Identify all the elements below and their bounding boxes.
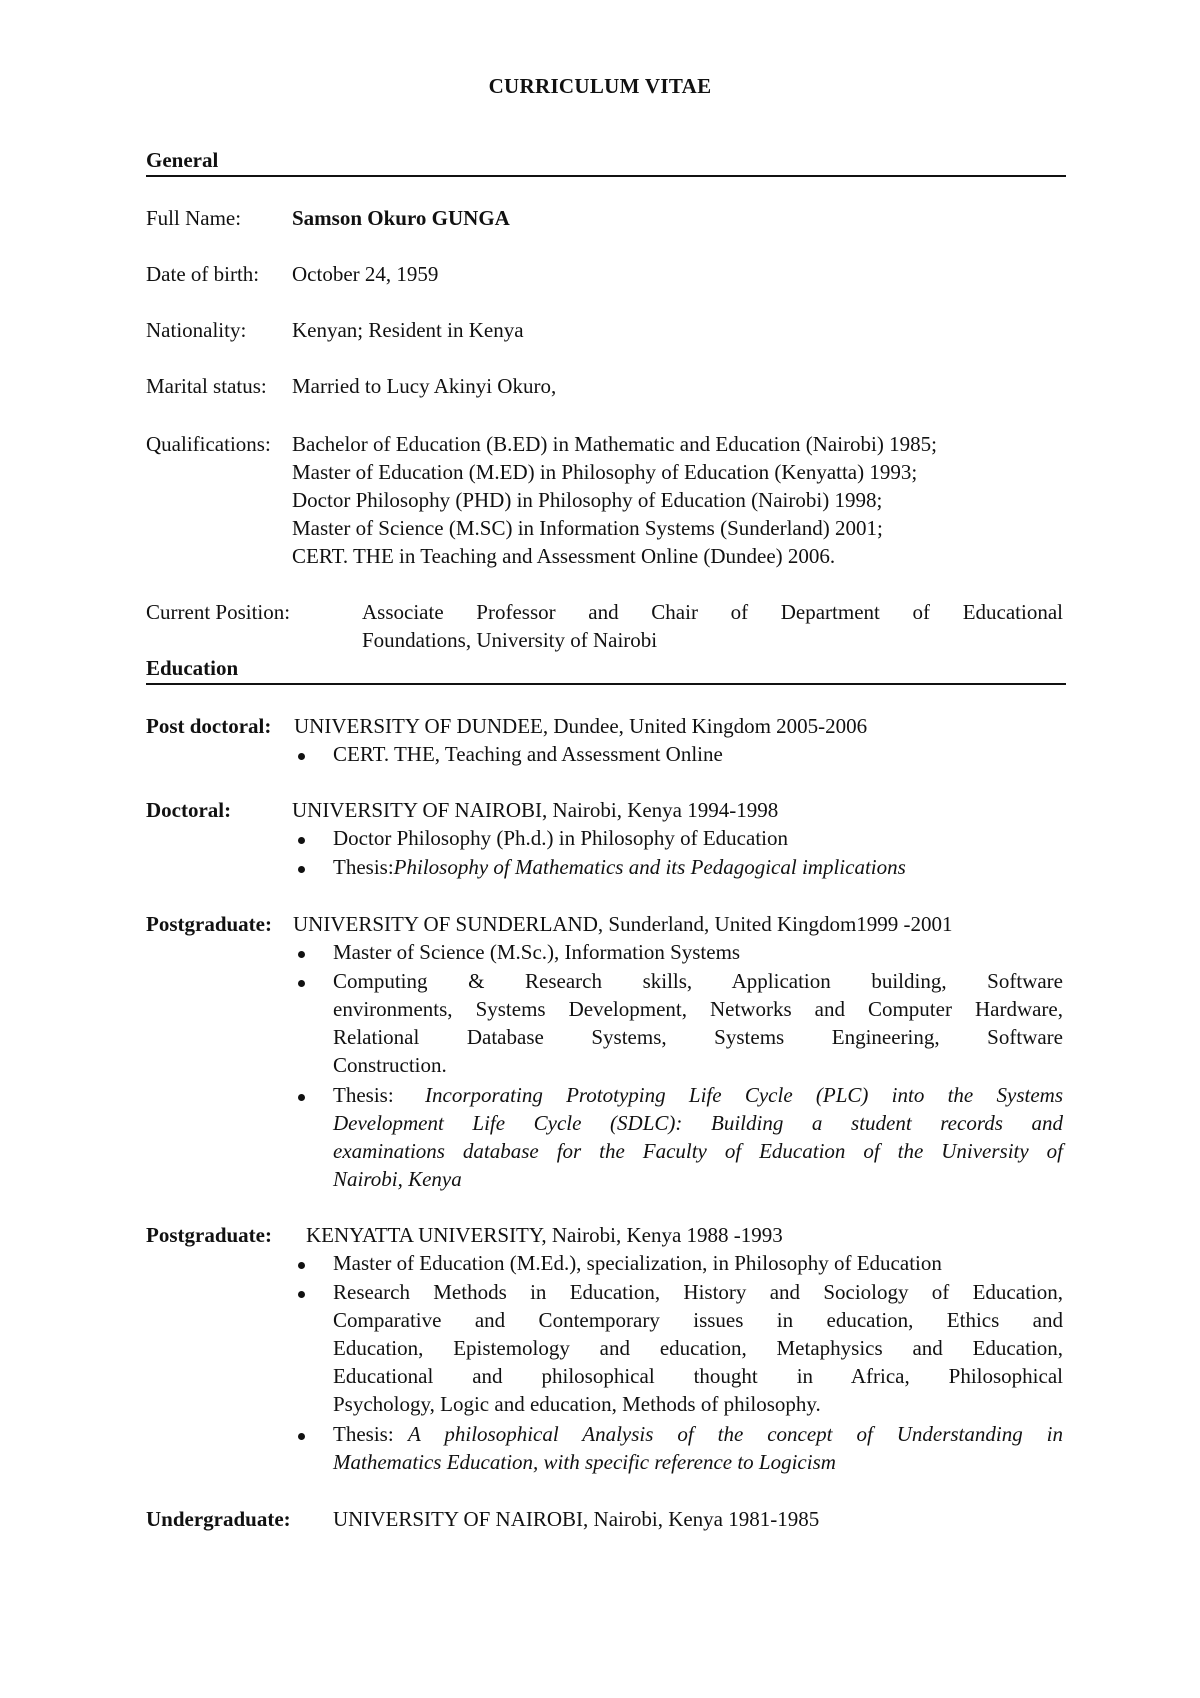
pg-kenyatta-thesis-line: Mathematics Education, with specific reference to Logicism [333,1450,836,1474]
nationality-value: Kenyan; Resident in Kenya [292,318,524,342]
position-value-line: Foundations, University of Nairobi [362,628,658,652]
pg-sunderland-skills-line: Relational Database Systems, Systems Engineering, Software [333,1025,1063,1049]
postdoc-institution: UNIVERSITY OF DUNDEE, Dundee, United Kingdom 2005-2006 [294,714,868,738]
bullet-icon [298,753,305,760]
pg-kenyatta-courses-line: Research Methods in Education, History and Sociology of Education, [333,1280,1063,1304]
undergrad-label: Undergraduate: [146,1507,291,1531]
pg-kenyatta-courses-line: Comparative and Contemporary issues in education, Ethics and [333,1308,1063,1332]
bullet-icon [298,1291,305,1298]
marital-value: Married to Lucy Akinyi Okuro, [292,374,557,398]
pg-sunderland-label: Postgraduate: [146,912,272,936]
bullet-icon [298,980,305,987]
pg-sunderland-skills-line: environments, Systems Development, Networks and Computer Hardware, [333,997,1063,1021]
bullet-icon [298,1094,305,1101]
nationality-label: Nationality: [146,318,247,342]
pg-kenyatta-courses-line: Educational and philosophical thought in Africa, Philosophical [333,1364,1063,1388]
pg-sunderland-thesis-line: examinations database for the Faculty of Education of the University of [333,1139,1063,1163]
thesis-title: Philosophy of Mathematics and its Pedagogical implications [393,855,906,879]
postdoc-item: CERT. THE, Teaching and Assessment Online [333,742,723,766]
qualification-item: Master of Education (M.ED) in Philosophy of Education (Kenyatta) 1993; [292,460,918,484]
position-label: Current Position: [146,600,291,624]
marital-label: Marital status: [146,374,267,398]
pg-sunderland-skills-line: Computing & Research skills, Application building, Software [333,969,1063,993]
pg-kenyatta-thesis-line: A philosophical Analysis of the concept of Understanding in [408,1422,1063,1446]
doctoral-institution: UNIVERSITY OF NAIROBI, Nairobi, Kenya 1994-1998 [292,798,779,822]
bullet-icon [298,866,305,873]
section-heading-education: Education [146,656,239,680]
pg-sunderland-thesis-line: Development Life Cycle (SDLC): Building a student records and [333,1111,1063,1135]
qualification-item: Doctor Philosophy (PHD) in Philosophy of Education (Nairobi) 1998; [292,488,883,512]
bullet-icon [298,1433,305,1440]
section-rule [146,683,1066,685]
thesis-prefix: Thesis: [333,855,394,879]
qualification-item: Bachelor of Education (B.ED) in Mathematic and Education (Nairobi) 1985; [292,432,937,456]
pg-sunderland-skills-line: Construction. [333,1053,447,1077]
doctoral-item: Doctor Philosophy (Ph.d.) in Philosophy of Education [333,826,788,850]
pg-sunderland-thesis-line: Nairobi, Kenya [333,1167,462,1191]
pg-sunderland-institution: UNIVERSITY OF SUNDERLAND, Sunderland, United Kingdom1999 -2001 [293,912,953,936]
pg-kenyatta-institution: KENYATTA UNIVERSITY, Nairobi, Kenya 1988 -1993 [306,1223,783,1247]
bullet-icon [298,837,305,844]
full-name-value: Samson Okuro GUNGA [292,206,510,230]
section-rule [146,175,1066,177]
qualifications-label: Qualifications: [146,432,271,456]
position-value-line: Associate Professor and Chair of Department of Educational [362,600,1063,624]
pg-kenyatta-label: Postgraduate: [146,1223,272,1247]
section-heading-general: General [146,148,219,172]
dob-value: October 24, 1959 [292,262,439,286]
full-name-label: Full Name: [146,206,242,230]
thesis-prefix: Thesis: [333,1083,394,1107]
pg-sunderland-thesis-line: Incorporating Prototyping Life Cycle (PLC) into the Systems [425,1083,1063,1107]
bullet-icon [298,1262,305,1269]
qualification-item: Master of Science (M.SC) in Information Systems (Sunderland) 2001; [292,516,883,540]
undergrad-institution: UNIVERSITY OF NAIROBI, Nairobi, Kenya 1981-1985 [333,1507,820,1531]
page-title: CURRICULUM VITAE [488,74,712,98]
doctoral-label: Doctoral: [146,798,232,822]
pg-kenyatta-courses-line: Psychology, Logic and education, Methods of philosophy. [333,1392,821,1416]
pg-sunderland-item: Master of Science (M.Sc.), Information Systems [333,940,741,964]
pg-kenyatta-item: Master of Education (M.Ed.), specialization, in Philosophy of Education [333,1251,942,1275]
qualification-item: CERT. THE in Teaching and Assessment Online (Dundee) 2006. [292,544,836,568]
doctoral-thesis [333,853,906,881]
bullet-icon [298,951,305,958]
pg-kenyatta-courses-line: Education, Epistemology and education, Metaphysics and Education, [333,1336,1063,1360]
postdoc-label: Post doctoral: [146,714,272,738]
thesis-prefix: Thesis: [333,1422,394,1446]
dob-label: Date of birth: [146,262,260,286]
